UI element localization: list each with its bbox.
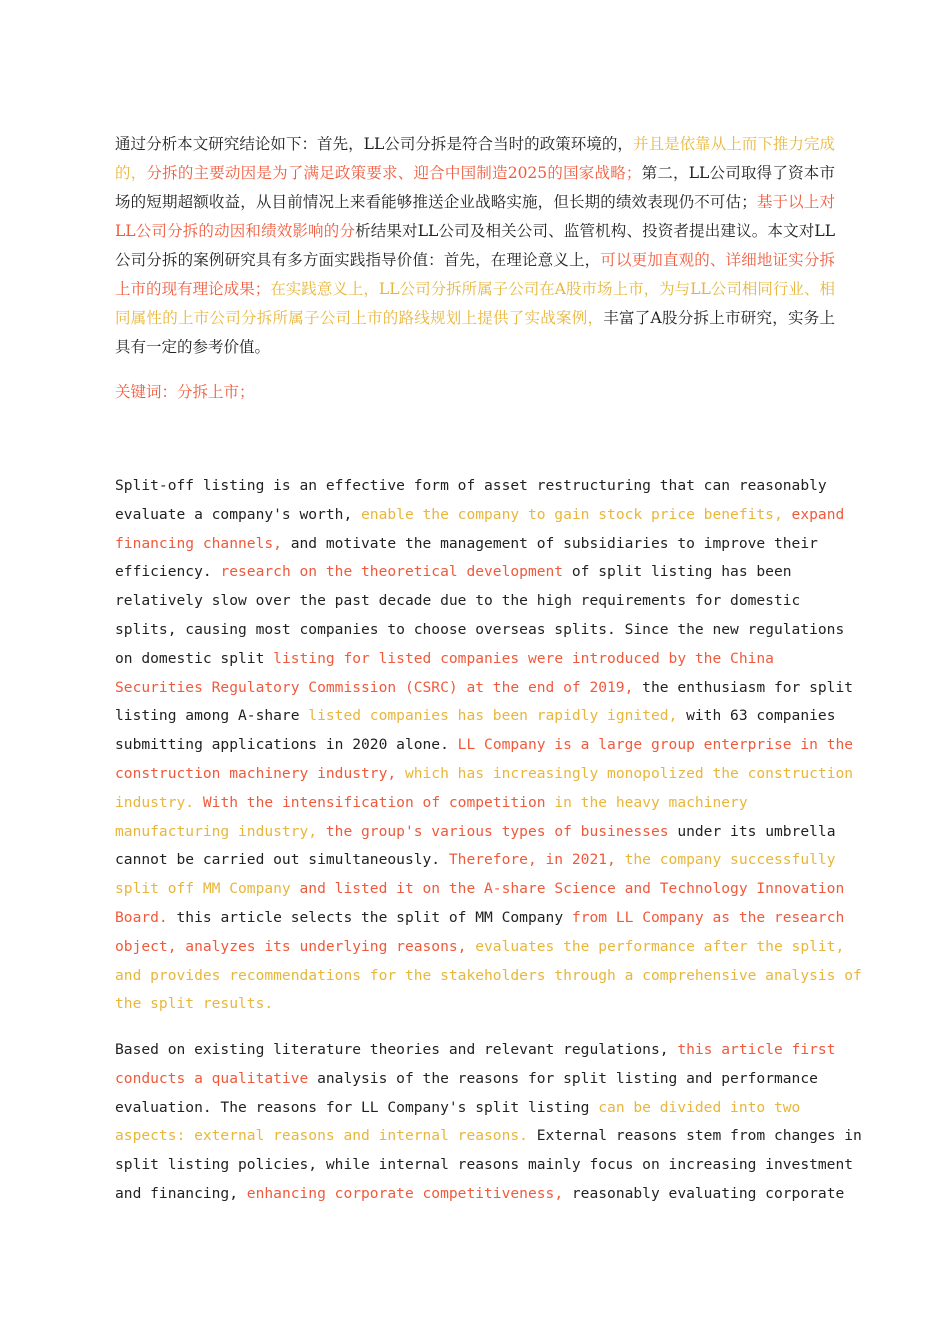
text-segment: split listing policies, while internal reasons mainly focus on increasing investment <box>115 1156 854 1174</box>
cn-text-segment: 第二，LL公司取得了资本市场的短期超额收益，从目前情况上来看能够推送企业战略实施，但长期的绩效表现仍不可估； <box>115 164 835 211</box>
highlight-segment: listed companies has been rapidly ignited, <box>308 707 687 725</box>
highlight-segment: With the intensification of competition <box>202 793 555 811</box>
text-line <box>115 645 835 674</box>
text-segment: Split-off listing is an effective form of asset restructuring that can reasonably <box>115 477 827 494</box>
text-segment: Based on existing literature theories and relevant regulations, <box>115 1041 678 1058</box>
text-line <box>115 990 835 1019</box>
highlight-segment: Securities Regulatory Commission (CSRC) at the end of 2019, <box>115 678 643 696</box>
text-segment: the enthusiasm for split <box>642 678 854 696</box>
highlight-segment: split off MM Company <box>115 880 300 898</box>
text-line <box>115 933 845 962</box>
text-line <box>115 472 835 501</box>
text-segment: evaluate a company's worth, <box>115 505 362 523</box>
cn-highlight-segment: 分拆的主要动因是为了满足政策要求、迎合中国制造2025的国家战略； <box>146 164 642 182</box>
text-segment: and financing, <box>115 1184 247 1202</box>
highlight-segment: Therefore, in 2021, <box>448 851 625 869</box>
text-line <box>115 1180 845 1209</box>
highlight-segment: financing channels, <box>115 534 291 552</box>
text-line <box>115 674 854 703</box>
highlight-segment: construction machinery industry, <box>115 764 405 782</box>
highlight-segment: this article first <box>677 1041 836 1058</box>
highlight-segment: research on the theoretical development <box>220 563 572 581</box>
text-segment: splits, causing most companies to choose overseas splits. Since the new regulations <box>115 620 845 638</box>
highlight-segment: listing for listed companies were introduced by the China <box>273 649 774 667</box>
text-line <box>115 1122 862 1151</box>
highlight-segment: manufacturing industry, <box>115 822 326 840</box>
text-segment: listing among A-share <box>115 707 309 725</box>
text-line <box>115 875 845 904</box>
text-segment: evaluation. The reasons for LL Company's split listing <box>115 1098 599 1116</box>
text-line <box>115 558 835 587</box>
cn-highlight-segment: 并且是依靠从上而下推力完成的， <box>115 135 835 182</box>
keywords-line: 关键词：分拆上市； <box>115 383 255 401</box>
cn-text-segment: 析结果对LL公司及相关公司、监管机构、投资者提出建议。本文对LL公司分拆的案例研究具有多方面实践指导价值：首先，在理论意义上， <box>115 222 835 269</box>
text-segment: and motivate the management of subsidiaries to improve their <box>290 534 818 552</box>
text-line <box>115 846 835 875</box>
highlight-segment: conducts a qualitative <box>115 1069 318 1087</box>
text-line <box>115 1151 854 1180</box>
text-segment: relatively slow over the past decade due to the high requirements for domestic <box>115 592 801 610</box>
cn-highlight-segment: 基于以上对LL公司分拆的动因和绩效影响的分 <box>115 193 835 240</box>
highlight-segment: from LL Company as the research <box>571 908 845 926</box>
text-line <box>115 616 845 645</box>
cn-highlight-segment: 在实践意义上，LL公司分拆所属子公司在A股市场上市，为与LL公司相同行业、相同属性的上市公司分拆所属子公司上市的路线规划上提供了实战案例， <box>115 280 835 327</box>
text-line <box>115 818 835 847</box>
text-segment: of split listing has been <box>571 563 792 581</box>
english-abstract-paragraph <box>115 472 862 1019</box>
text-segment: cannot be carried out simultaneously. <box>115 851 449 869</box>
text-segment: on domestic split <box>115 649 274 667</box>
text-segment: under its umbrella <box>677 822 836 840</box>
text-line <box>115 1094 835 1123</box>
highlight-segment: Board. <box>115 908 177 926</box>
highlight-segment: enhancing corporate competitiveness, <box>246 1184 572 1202</box>
text-segment: this article selects the split of MM Company <box>176 908 572 926</box>
text-line <box>115 530 835 559</box>
text-line <box>115 731 854 760</box>
text-line <box>115 962 862 991</box>
highlight-segment: expand <box>791 505 845 523</box>
text-line <box>115 760 854 789</box>
text-line <box>115 904 845 933</box>
highlight-segment: and provides recommendations for the stakeholders through a comprehensive analysis of <box>115 966 862 984</box>
highlight-segment: can be divided into two <box>598 1098 801 1116</box>
text-line <box>115 587 835 616</box>
english-intro-paragraph <box>115 1036 862 1209</box>
text-segment: reasonably evaluating corporate <box>571 1184 845 1202</box>
highlight-segment: the company successfully <box>624 851 836 869</box>
text-line <box>115 1036 835 1065</box>
highlight-segment: object, analyzes its underlying reasons, <box>115 937 476 955</box>
highlight-segment: LL Company is a large group enterprise in the <box>457 736 854 754</box>
text-segment: efficiency. <box>115 563 221 581</box>
text-line <box>115 501 845 530</box>
highlight-segment: and listed it on the A-share Science and Technology Innovation <box>299 880 845 898</box>
text-segment: submitting applications in 2020 alone. <box>115 736 458 754</box>
text-segment: External reasons stem from changes in <box>536 1127 862 1145</box>
highlight-segment: enable the company to gain stock price benefits, <box>361 505 792 523</box>
highlight-segment: evaluates the performance after the split, <box>475 937 845 955</box>
text-segment: analysis of the reasons for split listing and performance <box>317 1069 818 1087</box>
highlight-segment: the split results. <box>115 995 274 1013</box>
cn-highlight-segment: 可以更加直观的、详细地证实分拆上市的现有理论成果； <box>115 251 835 298</box>
text-segment: with 63 companies <box>686 707 836 725</box>
text-line <box>115 789 835 818</box>
highlight-segment: in the heavy machinery <box>554 793 748 811</box>
highlight-segment: industry. <box>115 793 203 811</box>
cn-text-segment: 丰富了A股分拆上市研究，实务上具有一定的参考价值。 <box>115 309 835 356</box>
text-line <box>115 702 835 731</box>
highlight-segment: aspects: external reasons and internal reasons. <box>115 1127 537 1145</box>
chinese-abstract-paragraph <box>115 130 835 362</box>
highlight-segment: which has increasingly monopolized the construction <box>404 764 854 782</box>
cn-text-segment: 通过分析本文研究结论如下：首先，LL公司分拆是符合当时的政策环境的， <box>115 135 633 153</box>
text-line <box>115 1065 835 1094</box>
highlight-segment: the group's various types of businesses <box>325 822 678 840</box>
